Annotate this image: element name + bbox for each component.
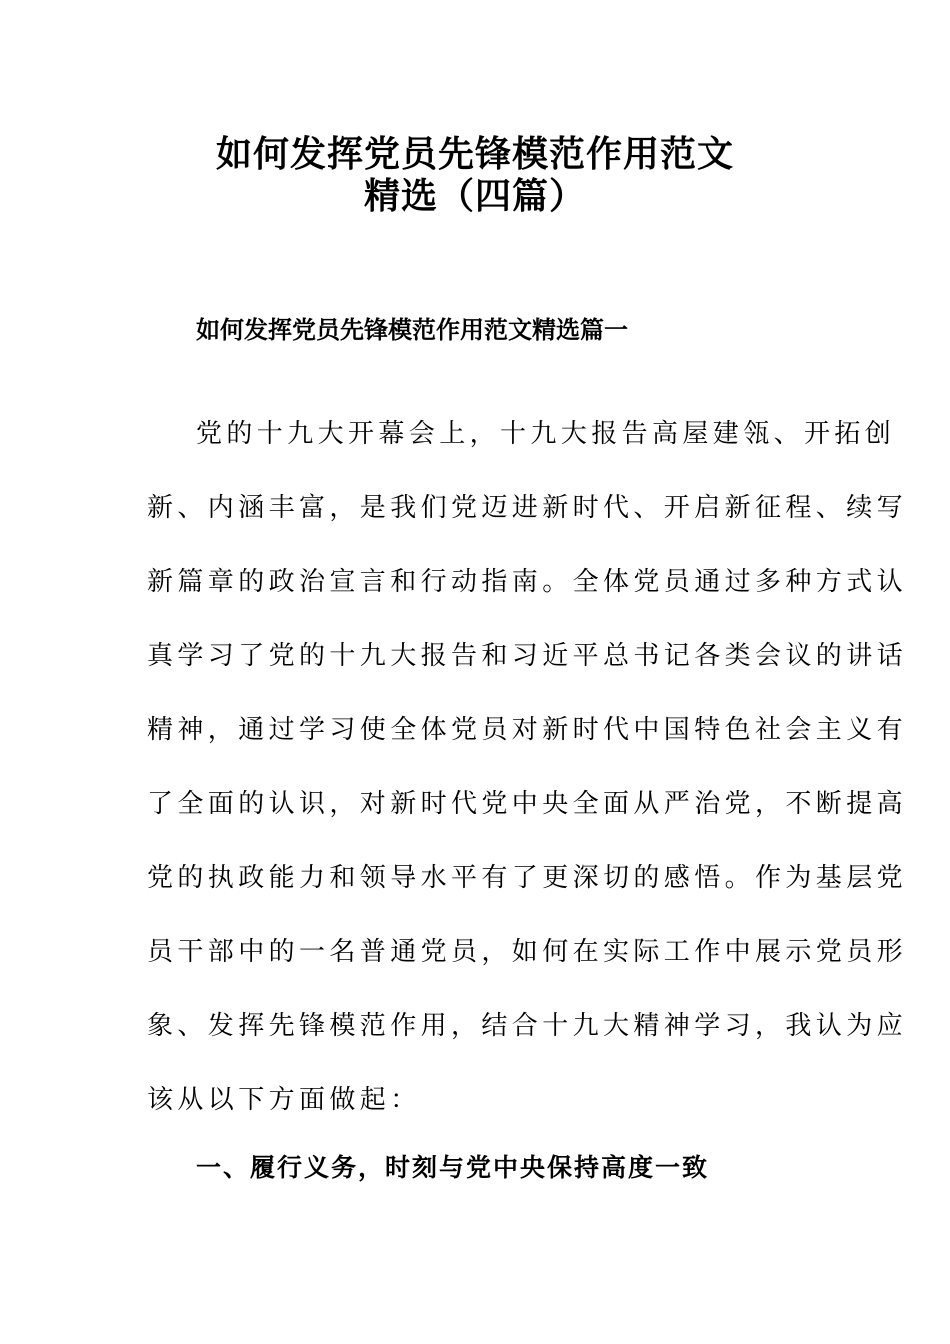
paragraph-line: 员干部中的一名普通党员，如何在实际工作中展示党员形 — [147, 937, 908, 967]
section-title: 如何发挥党员先锋模范作用范文精选篇一 — [196, 315, 628, 344]
subheading: 一、履行义务，时刻与党中央保持高度一致 — [196, 1153, 710, 1182]
paragraph-line: 象、发挥先锋模范作用，结合十九大精神学习，我认为应 — [147, 1011, 908, 1041]
paragraph-line: 新、内涵丰富，是我们党迈进新时代、开启新征程、续写 — [147, 493, 908, 523]
paragraph-line: 党的十九大开幕会上，十九大报告高屋建瓴、开拓创 — [196, 419, 896, 449]
document-title-line-2: 精选（四篇） — [363, 175, 586, 217]
paragraph-line: 新篇章的政治宣言和行动指南。全体党员通过多种方式认 — [147, 567, 908, 597]
paragraph-line: 了全面的认识，对新时代党中央全面从严治党，不断提高 — [147, 789, 908, 819]
paragraph-line: 该从以下方面做起： — [147, 1085, 421, 1115]
paragraph-line: 真学习了党的十九大报告和习近平总书记各类会议的讲话 — [147, 641, 908, 671]
document-title-line-1: 如何发挥党员先锋模范作用范文 — [215, 133, 734, 175]
paragraph-line: 精神，通过学习使全体党员对新时代中国特色社会主义有 — [147, 715, 908, 745]
paragraph-line: 党的执政能力和领导水平有了更深切的感悟。作为基层党 — [147, 863, 908, 893]
